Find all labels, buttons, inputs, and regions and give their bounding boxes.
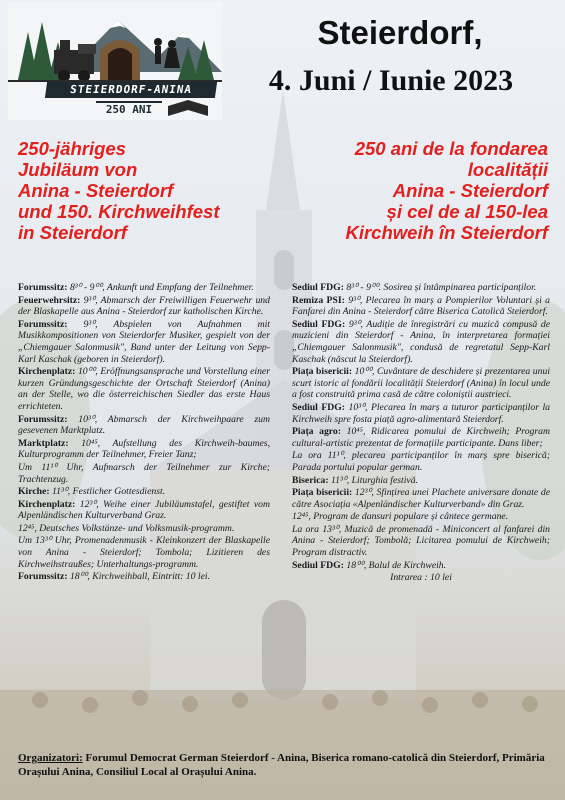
program-text: 12³⁰, Sfințirea unei Plachete aniversare donate de către Asociația «Alpenländischer Kulturverband» din Graz.: [292, 487, 550, 510]
program-place: Forumssitz:: [18, 571, 68, 583]
organizers-label: Organizatori:: [18, 752, 83, 764]
heading-romanian: [282, 138, 548, 243]
program-entry: [18, 282, 270, 294]
program-place: Sediul FDG:: [292, 401, 346, 413]
program-place: Forumssitz:: [18, 282, 68, 293]
heading-line: Jubiläum von: [18, 159, 138, 180]
program-text: 10³⁰, Plecarea în marș a tuturor participanților la Kirchweih spre fosta piață agro-alimentară Steierdorf.: [292, 401, 551, 425]
program-place: Piața bisericii:: [292, 366, 353, 378]
program-place: Feuerwehrsitz:: [18, 294, 81, 306]
program-entry: [18, 499, 270, 522]
program-entry: [292, 511, 550, 523]
program-entry: [292, 426, 550, 449]
program-entry: [292, 560, 550, 572]
heading-german: [18, 138, 283, 243]
program-entry: [18, 462, 270, 485]
heading-line: Anina - Steierdorf: [18, 180, 174, 201]
event-place-title: Steierdorf,: [317, 14, 483, 51]
program-text: 18⁰⁰, Kirchweihball, Eintritt: 10 lei.: [69, 571, 211, 583]
program-entry: [292, 402, 550, 425]
program-text: Um 11¹⁰ Uhr, Aufmarsch der Teilnehmer zur Kirche; Trachtenzug.: [18, 461, 270, 485]
program-place: Kirchenplatz:: [18, 366, 76, 378]
program-text: 10⁰⁰, Cuvântare de deschidere și prezentarea unui scurt istoric al fondării localității Steierdorf (Anina) în locul unde a fost construită prima casă de către coloniștii austrieci.: [292, 366, 551, 401]
organizers-text: Forumul Democrat German Steierdorf - Anina, Biserica romano-catolică din Steierdorf, Primăria Orașului Anina, Consiliul Local al Orașului Anina.: [18, 752, 545, 778]
program-entry: [292, 295, 550, 318]
heading-line: und 150. Kirchweihfest: [18, 201, 220, 222]
program-entry: [18, 414, 270, 437]
program-text: 10³⁰, Abmarsch der Kirchweihpaare zum gesevenen Marktplatz.: [18, 413, 271, 437]
program-entry: [292, 524, 550, 559]
program-place: Biserica:: [292, 474, 329, 486]
program-entry: [292, 450, 550, 473]
program-place: Forumssitz:: [18, 318, 68, 330]
program-text: 8³⁰ - 9⁰⁰, Ankunft und Empfang der Teilnehmer.: [69, 282, 254, 293]
program-entry: [292, 572, 550, 584]
heading-line: Kirchweih în Steierdorf: [345, 222, 548, 243]
heading-line: Anina - Steierdorf: [392, 180, 548, 201]
program-text: 9³⁰, Plecarea în marș a Pompierilor Voluntari și a Fanfarei din Anina - Steierdorf către Biserica Catolică Steierdorf.: [292, 294, 550, 318]
program-entry: [18, 295, 270, 318]
organizers-footer: [18, 752, 550, 779]
program-place: Piața agro:: [292, 426, 341, 438]
program-text: 10⁴⁵, Ridicarea pomului de Kirchweih; Program cultural-artistic prezentat de formațiile participante. Dans liber;: [292, 426, 550, 449]
program-text: La ora 11¹⁰, plecarea participanților în marș spre biserică; Parada portului popular german.: [292, 450, 550, 473]
program-text: Um 13³⁰ Uhr, Promenadenmusik - Kleinkonzert der Blaskapelle von Anina - Steierdorf; Tombola; Lizitieren des Kirchweihstraußes; Unterhaltungs-programm.: [18, 535, 270, 570]
program-entry: [292, 487, 550, 510]
program-place: Kirche:: [18, 486, 50, 498]
program-place: Sediul FDG:: [292, 282, 344, 293]
program-text: 10⁰⁰, Eröffnungsansprache und Vorstellung einer kurzen Gründungsgeschichte der Ortschaft Steierdorf (Anina) an der Stelle, wo die österreichischen Siedler das erste Haus errichteten.: [18, 366, 270, 412]
program-place: Marktplatz:: [18, 437, 69, 449]
logo-years: 250 ANI: [96, 101, 162, 117]
program-text: 10⁴⁵, Aufstellung des Kirchweih-baumes, Kulturprogramm der Teilnehmer, Freier Tanz;: [18, 437, 271, 461]
program-text: La ora 13³⁰, Muzică de promenadă - Miniconcert al fanfarei din Anina - Steierdorf; Tombolă; Licitarea pomului de Kirchweih; Program distractiv.: [292, 523, 550, 559]
program-entry: [18, 486, 270, 498]
program-entry: [292, 319, 550, 365]
program-entry: [18, 319, 270, 365]
program-entry: [292, 366, 550, 401]
program-place: Sediul FDG:: [292, 559, 344, 571]
program-entry: [292, 475, 550, 487]
program-text: 12⁴⁵, Program de dansuri populare și cântece germane.: [292, 511, 509, 523]
program-text: 9³⁰, Abspielen von Aufnahmen mit Musikkompositionen von Steierdorfer Musiker, gespielt von der „Chiemgauer Salonmusik", Band unter der Leitung von Sepp-Karl Kaschak (geboren in Steierdorf).: [18, 318, 270, 365]
program-entry: [18, 523, 270, 535]
program-text: 11³⁰, Festlicher Gottesdienst.: [52, 486, 166, 498]
program-entry: [18, 366, 270, 412]
heading-line: in Steierdorf: [18, 222, 127, 243]
program-text: 12⁴⁵, Deutsches Volkstänze- und Volksmusik-programm.: [18, 522, 235, 534]
logo-wordmark: STEIERDORF-ANINA: [45, 82, 217, 98]
program-romanian: [292, 282, 550, 585]
program-place: Forumssitz:: [18, 413, 68, 425]
heading-line: 250 ani de la fondarea: [354, 138, 548, 159]
heading-line: și cel de al 150-lea: [386, 201, 548, 222]
program-text: Intrarea : 10 lei: [390, 572, 452, 584]
program-entry: [18, 571, 270, 583]
program-text: 12³⁰, Weihe einer Jubiläumstafel, gestiftet vom Alpenländischen Kulturverband Graz.: [18, 498, 271, 522]
heading-line: 250-jähriges: [18, 138, 126, 159]
heading-line: localității: [467, 159, 548, 180]
program-entry: [18, 535, 270, 570]
event-date-title: 4. Juni / Iunie 2023: [268, 64, 514, 97]
program-place: Remiza PSI:: [292, 294, 345, 306]
program-text: 9³⁰, Abmarsch der Freiwilligen Feuerwehr und der Blaskapelle aus Anina - Steierdorf zur katholischen Kirche.: [18, 294, 270, 318]
program-entry: [292, 282, 550, 294]
program-place: Sediul FDG:: [292, 318, 346, 330]
program-text: 8³⁰ - 9⁰⁰. Sosirea și întâmpinarea participanților.: [346, 282, 537, 293]
program-place: Kirchenplatz:: [18, 498, 76, 510]
program-text: 18⁰⁰, Balul de Kirchweih.: [346, 559, 447, 571]
program-place: Piața bisericii:: [292, 487, 353, 499]
program-german: [18, 282, 270, 584]
event-logo: [8, 2, 222, 120]
program-text: 9³⁰, Audiție de înregistrări cu muzică compusă de muzicieni din Steierdorf - Anina, în interpretarea formației „Chiemgauer Salonmusik", condusă de regretatul Sepp-Karl Kaschak (născut la Steierdorf).: [292, 318, 550, 365]
program-entry: [18, 438, 270, 461]
program-text: 11³⁰, Liturghia festivă.: [331, 474, 418, 486]
